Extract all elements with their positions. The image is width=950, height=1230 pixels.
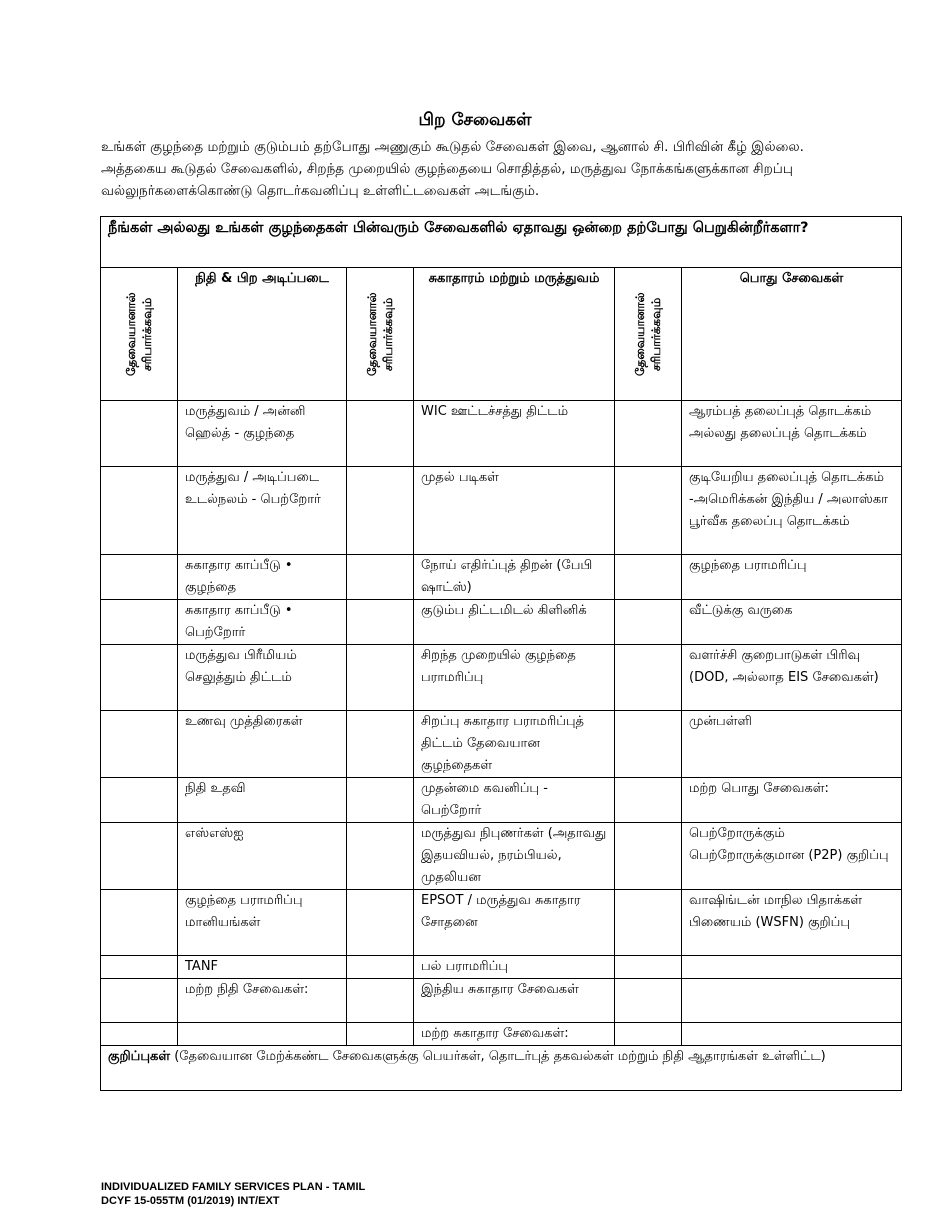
service-row [101,778,902,823]
service-general: வாஷிங்டன் மாநில பிதாக்கள் பிணையம் (WSFN) குறிப்பு [682,890,902,956]
service-financial: மருத்துவம் / அன்னி ஹெல்த் - குழந்தை [178,401,347,467]
question-cell [101,217,902,268]
check-header-label: தேவையானால் சரிபார்க்கவும் [124,292,154,376]
service-health: சிறப்பு சுகாதார பராமரிப்புத் திட்டம் தேவையான குழந்தைகள் [414,711,615,778]
service-financial [178,1023,347,1046]
checkbox-cell-financial[interactable] [101,467,178,555]
checkbox-cell-general[interactable] [615,401,682,467]
service-health: முதல் படிகள் [414,467,615,555]
service-row [101,890,902,956]
check-header-general [615,268,682,401]
checkbox-cell-financial[interactable] [101,890,178,956]
intro-paragraph: உங்கள் குழந்தை மற்றும் குடும்பம் தற்போது அணுகும் கூடுதல் சேவைகள் இவை, ஆனால் சி. பிரிவின் கீழ் இல்லை. அத்தகைய கூடுதல் சேவைகளில், சிறந்த முறையில் குழந்தையை சொதித்தல், மருத்துவ நோக்கங்களுக்கான சிறப்பு வல்லுநர்களைக்கொண்டு தொடர்கவனிப்பு உள்ளிட்டவைகள் அடங்கும். [101,139,804,199]
service-general: பெற்றோருக்கும் பெற்றோருக்குமான (P2P) குறிப்பு [682,823,902,890]
service-health: சிறந்த முறையில் குழந்தை பராமரிப்பு [414,645,615,711]
checkbox-cell-general[interactable] [615,979,682,1023]
service-row [101,979,902,1023]
service-row [101,1023,902,1046]
checkbox-cell-general[interactable] [615,778,682,823]
checkbox-cell-general[interactable] [615,890,682,956]
service-general [682,979,902,1023]
service-financial: மருத்துவ / அடிப்படை உடல்நலம் - பெற்றோர் [178,467,347,555]
checkbox-cell-financial[interactable] [101,823,178,890]
checkbox-cell-health[interactable] [347,823,414,890]
checkbox-cell-general[interactable] [615,1023,682,1046]
checkbox-cell-financial[interactable] [101,711,178,778]
service-financial: எஸ்எஸ்ஐ [178,823,347,890]
service-health: பல் பராமரிப்பு [414,956,615,979]
service-health: மற்ற சுகாதார சேவைகள்: [414,1023,615,1046]
service-row [101,823,902,890]
checkbox-cell-health[interactable] [347,600,414,645]
checkbox-cell-health[interactable] [347,401,414,467]
checkbox-cell-general[interactable] [615,645,682,711]
service-health: நோய் எதிர்ப்புத் திறன் (பேபி ஷாட்ஸ்) [414,555,615,600]
footer-form-number: DCYF 15-055TM (01/2019) INT/EXT [101,1195,280,1207]
checkbox-cell-financial[interactable] [101,979,178,1023]
notes-label: குறிப்புகள் [108,1049,171,1064]
service-health: இந்திய சுகாதார சேவைகள் [414,979,615,1023]
column-header-financial: நிதி & பிற அடிப்படை [178,268,347,401]
service-health: EPSOT / மருத்துவ சுகாதார சோதனை [414,890,615,956]
service-row [101,555,902,600]
checkbox-cell-general[interactable] [615,711,682,778]
column-header-general: பொது சேவைகள் [682,268,902,401]
checkbox-cell-general[interactable] [615,956,682,979]
check-header-health [347,268,414,401]
checkbox-cell-general[interactable] [615,555,682,600]
checkbox-cell-financial[interactable] [101,600,178,645]
checkbox-cell-health[interactable] [347,467,414,555]
checkbox-cell-financial[interactable] [101,1023,178,1046]
service-general: குடியேறிய தலைப்புத் தொடக்கம் -அமெரிக்கன் இந்திய / அலாஸ்கா பூர்வீக தலைப்பு தொடக்கம் [682,467,902,555]
service-financial: மற்ற நிதி சேவைகள்: [178,979,347,1023]
check-header-label: தேவையானால் சரிபார்க்கவும் [633,292,663,376]
service-health: குடும்ப திட்டமிடல் கிளினிக் [414,600,615,645]
service-general: வீட்டுக்கு வருகை [682,600,902,645]
service-general: குழந்தை பராமரிப்பு [682,555,902,600]
service-health: WIC ஊட்டச்சத்து திட்டம் [414,401,615,467]
checkbox-cell-financial[interactable] [101,555,178,600]
service-general [682,1023,902,1046]
footer-title: INDIVIDUALIZED FAMILY SERVICES PLAN - TAMIL [101,1181,366,1193]
check-header-financial [101,268,178,401]
checkbox-cell-health[interactable] [347,890,414,956]
service-financial: நிதி உதவி [178,778,347,823]
service-row [101,956,902,979]
form-footer [101,1180,365,1208]
service-health: முதன்மை கவனிப்பு - பெற்றோர் [414,778,615,823]
service-financial: சுகாதார காப்பீடு • பெற்றோர் [178,600,347,645]
checkbox-cell-health[interactable] [347,956,414,979]
checkbox-cell-financial[interactable] [101,401,178,467]
question-text: நீங்கள் அல்லது உங்கள் குழந்தைகள் பின்வரும் சேவைகளில் ஏதாவது ஒன்றை தற்போது பெறுகின்றீர்களா? [108,220,809,236]
page-title: பிற சேவைகள் [418,110,532,130]
checkbox-cell-health[interactable] [347,778,414,823]
checkbox-cell-general[interactable] [615,467,682,555]
service-financial: சுகாதார காப்பீடு • குழந்தை [178,555,347,600]
checkbox-cell-financial[interactable] [101,778,178,823]
checkbox-cell-general[interactable] [615,823,682,890]
service-row [101,401,902,467]
checkbox-cell-general[interactable] [615,600,682,645]
service-general: ஆரம்பத் தலைப்புத் தொடக்கம் அல்லது தலைப்புத் தொடக்கம் [682,401,902,467]
notes-cell[interactable] [101,1046,902,1091]
column-header-health: சுகாதாரம் மற்றும் மருத்துவம் [414,268,615,401]
checkbox-cell-health[interactable] [347,645,414,711]
checkbox-cell-health[interactable] [347,555,414,600]
service-row [101,711,902,778]
checkbox-cell-health[interactable] [347,1023,414,1046]
service-financial: உணவு முத்திரைகள் [178,711,347,778]
service-general: மற்ற பொது சேவைகள்: [682,778,902,823]
service-general: வளர்ச்சி குறைபாடுகள் பிரிவு (DOD, அல்லாத EIS சேவைகள்) [682,645,902,711]
service-general: முன்பள்ளி [682,711,902,778]
service-row [101,600,902,645]
checkbox-cell-health[interactable] [347,979,414,1023]
services-table [100,216,902,1091]
notes-text: (தேவையான மேற்க்கண்ட சேவைகளுக்கு பெயர்கள், தொடர்புத் தகவல்கள் மற்றும் நிதி ஆதாரங்கள் உள்ளிட்ட) [170,1049,826,1064]
service-health: மருத்துவ நிபுணர்கள் (அதாவது இதயவியல், நரம்பியல், முதலியன [414,823,615,890]
service-row [101,467,902,555]
checkbox-cell-financial[interactable] [101,645,178,711]
checkbox-cell-financial[interactable] [101,956,178,979]
service-financial: மருத்துவ பிரீமியம் செலுத்தும் திட்டம் [178,645,347,711]
check-header-label: தேவையானால் சரிபார்க்கவும் [365,292,395,376]
checkbox-cell-health[interactable] [347,711,414,778]
service-general [682,956,902,979]
service-row [101,645,902,711]
service-financial: TANF [178,956,347,979]
service-financial: குழந்தை பராமரிப்பு மானியங்கள் [178,890,347,956]
